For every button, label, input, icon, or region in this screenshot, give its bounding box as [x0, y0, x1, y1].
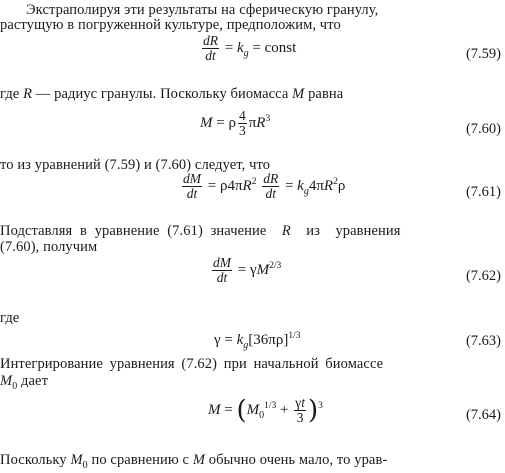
text-line: Поскольку $M_0$ по сравнению с M обычно очень мало, то урав-: [0, 452, 388, 471]
fraction-dR-dt: $\frac{dR}{dt}$: [263, 171, 279, 201]
fraction-dM-dt: $\frac{dM}{dt}$: [213, 255, 231, 285]
equation-number: (7.59): [465, 46, 501, 62]
text-line: (7.60), получим: [0, 239, 98, 255]
equation-number: (7.60): [465, 121, 501, 137]
text-line: где: [0, 310, 20, 326]
text-line: где R — радиус гранулы. Поскольку биомасса M равна: [0, 86, 344, 102]
equation-7-64: $M = (M_0^{1/3}$ + $\frac{\gamma t}{3}$ )$^3$: [208, 395, 323, 426]
equation-7-59: $\frac{dR}{dt}$ = $k_g$ = const: [203, 33, 297, 63]
fraction-4-3: $\frac{4}{3}$: [238, 108, 246, 138]
text-line: то из уравнений (7.59) и (7.60) следует, что: [0, 157, 271, 173]
text-line: Экстраполируя эти результаты на сферическую гранулу,: [26, 2, 379, 18]
equation-number: (7.63): [465, 333, 501, 349]
text-line: Интегрирование уравнения (7.62) при начальной биомассе: [0, 356, 384, 372]
equation-7-62: $\frac{dM}{dt}$ = $\gamma M^{2/3}$: [213, 255, 282, 285]
fraction-dM-dt: $\frac{dM}{dt}$: [183, 171, 201, 201]
equation-number: (7.62): [465, 268, 501, 284]
fraction-gamma-t-3: $\frac{\gamma t}{3}$: [295, 395, 305, 425]
equation-7-60: M = ρ $\frac{4}{3}$ $\pi R^3$: [200, 108, 271, 138]
text-line: $M_0$ дает: [0, 373, 49, 392]
equation-number: (7.64): [465, 407, 501, 423]
text-line: Подставляя в уравнение (7.61) значение R из уравнения: [0, 223, 401, 239]
fraction-dR-dt: $\frac{dR}{dt}$: [203, 33, 218, 63]
equation-7-63: $\gamma = k_g[36\pi\rho]^{1/3}$: [214, 331, 301, 351]
equation-7-61: $\frac{dM}{dt}$ = $\rho 4\pi R^2$ $\frac{dR}{dt}$ = $k_g4\pi R^2\rho$: [183, 171, 346, 201]
equation-number: (7.61): [465, 184, 501, 200]
text-line: растущую в погруженной культуре, предположим, что: [0, 17, 341, 33]
